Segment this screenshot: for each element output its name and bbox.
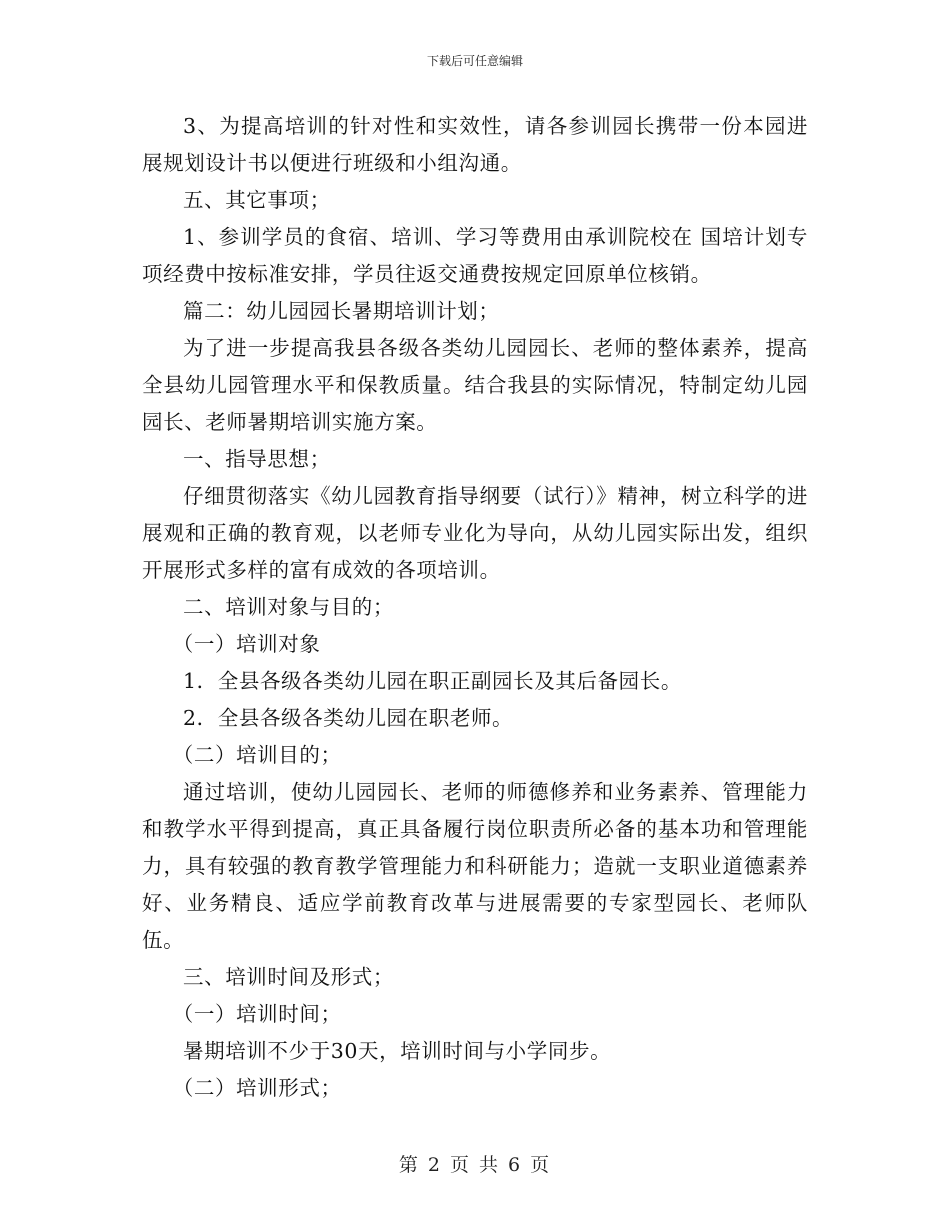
- subsection-heading: （一）培训对象: [172, 632, 321, 656]
- paragraph: 3、为提高培训的针对性和实效性，请各参训园长携带一份本园进展规划设计书以便进行班级和小组沟通。: [142, 114, 808, 175]
- list-item: 2．全县各级各类幼儿园在职老师。: [183, 706, 514, 730]
- section-heading: 二、培训对象与目的；: [183, 595, 394, 619]
- section-heading: 三、培训时间及形式；: [183, 965, 394, 989]
- paragraph: 1、参训学员的食宿、培训、学习等费用由承训院校在 国培计划专项经费中按标准安排，学员往返交通费按规定回原单位核销。: [142, 225, 808, 286]
- page-header-note: 下载后可任意编辑: [426, 54, 523, 68]
- section-heading: 一、指导思想；: [183, 447, 331, 471]
- paragraph: 为了进一步提高我县各级各类幼儿园园长、老师的整体素养，提高全县幼儿园管理水平和保教质量。结合我县的实际情况，特制定幼儿园园长、老师暑期培训实施方案。: [142, 336, 808, 434]
- document-body: [142, 108, 808, 1107]
- paragraph: 暑期培训不少于30天，培训时间与小学同步。: [183, 1039, 612, 1063]
- subsection-heading: （二）培训形式；: [172, 1076, 342, 1100]
- subsection-heading: （二）培训目的；: [172, 743, 342, 767]
- list-item: 1．全县各级各类幼儿园在职正副园长及其后备园长。: [183, 669, 682, 693]
- subsection-heading: （一）培训时间；: [172, 1002, 342, 1026]
- section-heading: 五、其它事项；: [183, 188, 331, 212]
- paragraph: 通过培训，使幼儿园园长、老师的师德修养和业务素养、管理能力和教学水平得到提高，真正具备履行岗位职责所必备的基本功和管理能力，具有较强的教育教学管理能力和科研能力；造就一支职业道德素养好、业务精良、适应学前教育改革与进展需要的专家型园长、老师队伍。: [142, 780, 808, 952]
- page-number-footer: 第 2 页 共 6 页: [398, 1154, 552, 1176]
- article-heading: 篇二：幼儿园园长暑期培训计划；: [183, 299, 500, 323]
- paragraph: 仔细贯彻落实《幼儿园教育指导纲要（试行）》精神，树立科学的进展观和正确的教育观，以老师专业化为导向，从幼儿园实际出发，组织开展形式多样的富有成效的各项培训。: [142, 484, 808, 582]
